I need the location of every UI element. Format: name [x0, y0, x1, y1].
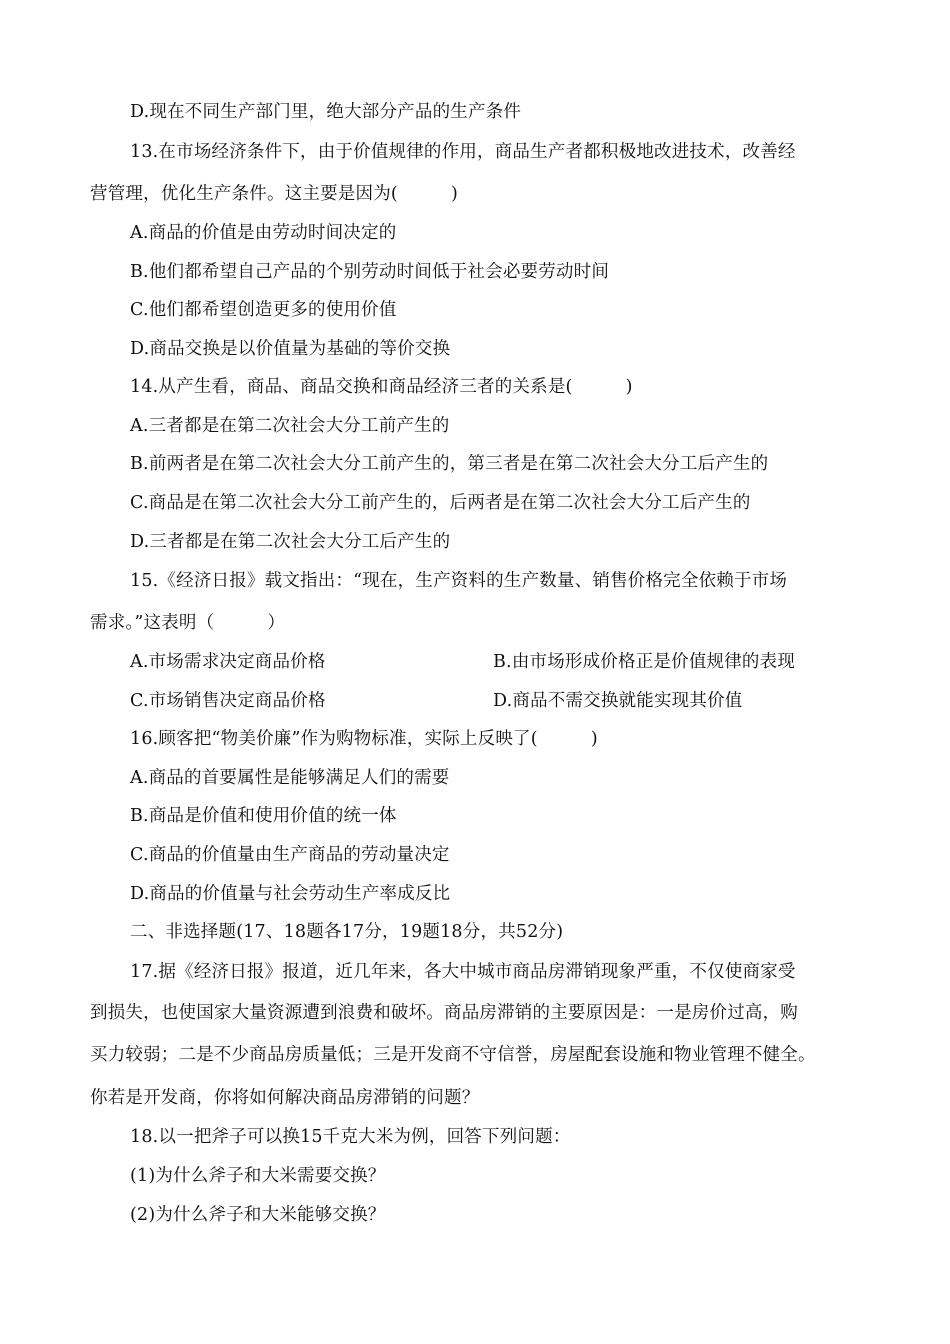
- q15-stem-line1: 15.《经济日报》载文指出：“现在，生产资料的生产数量、销售价格完全依赖于市场: [130, 571, 788, 591]
- section2-heading: 二、非选择题(17、18题各17分，19题18分，共52分): [130, 922, 564, 942]
- q14-option-a: A.三者都是在第二次社会大分工前产生的: [130, 416, 450, 436]
- q12-option-d: D.现在不同生产部门里，绝大部分产品的生产条件: [130, 102, 522, 122]
- q13-option-c: C.他们都希望创造更多的使用价值: [130, 300, 397, 320]
- q16-option-c: C.商品的价值量由生产商品的劳动量决定: [130, 845, 450, 865]
- q18-sub1: (1)为什么斧子和大米需要交换？: [130, 1166, 386, 1186]
- q13-option-a: A.商品的价值是由劳动时间决定的: [130, 223, 397, 243]
- q15-option-a: A.市场需求决定商品价格: [130, 652, 326, 672]
- q14-option-c: C.商品是在第二次社会大分工前产生的，后两者是在第二次社会大分工后产生的: [130, 493, 751, 513]
- q14-stem: 14.从产生看，商品、商品交换和商品经济三者的关系是( ): [130, 377, 633, 397]
- q14-option-d: D.三者都是在第二次社会大分工后产生的: [130, 532, 451, 552]
- q13-option-d: D.商品交换是以价值量为基础的等价交换: [130, 339, 451, 359]
- q18-sub2: (2)为什么斧子和大米能够交换？: [130, 1205, 386, 1225]
- q16-option-a: A.商品的首要属性是能够满足人们的需要: [130, 768, 450, 788]
- q13-stem-line2: 营管理，优化生产条件。这主要是因为( ): [90, 184, 459, 204]
- q15-option-d: D.商品不需交换就能实现其价值: [493, 691, 743, 711]
- q16-option-b: B.商品是价值和使用价值的统一体: [130, 806, 397, 826]
- q17-line4: 你若是开发商，你将如何解决商品房滞销的问题？: [90, 1088, 480, 1108]
- q17-line1: 17.据《经济日报》报道，近几年来，各大中城市商品房滞销现象严重，不仅使商家受: [130, 962, 796, 982]
- q16-option-d: D.商品的价值量与社会劳动生产率成反比: [130, 884, 451, 904]
- q13-option-b: B.他们都希望自己产品的个别劳动时间低于社会必要劳动时间: [130, 262, 610, 282]
- q15-option-c: C.市场销售决定商品价格: [130, 691, 326, 711]
- q15-stem-line2: 需求。”这表明（ ）: [90, 613, 286, 633]
- q16-stem: 16.顾客把“物美价廉”作为购物标准，实际上反映了( ): [130, 729, 598, 749]
- q17-line2: 到损失，也使国家大量资源遭到浪费和破坏。商品房滞销的主要原因是：一是房价过高，购: [90, 1003, 798, 1023]
- q13-stem-line1: 13.在市场经济条件下，由于价值规律的作用，商品生产者都积极地改进技术，改善经: [130, 142, 796, 162]
- q18-stem: 18.以一把斧子可以换15千克大米为例，回答下列问题：: [130, 1127, 571, 1147]
- q14-option-b: B.前两者是在第二次社会大分工前产生的，第三者是在第二次社会大分工后产生的: [130, 454, 769, 474]
- q17-line3: 买力较弱；二是不少商品房质量低；三是开发商不守信誉，房屋配套设施和物业管理不健全。: [90, 1045, 816, 1065]
- q15-option-b: B.由市场形成价格正是价值规律的表现: [493, 652, 796, 672]
